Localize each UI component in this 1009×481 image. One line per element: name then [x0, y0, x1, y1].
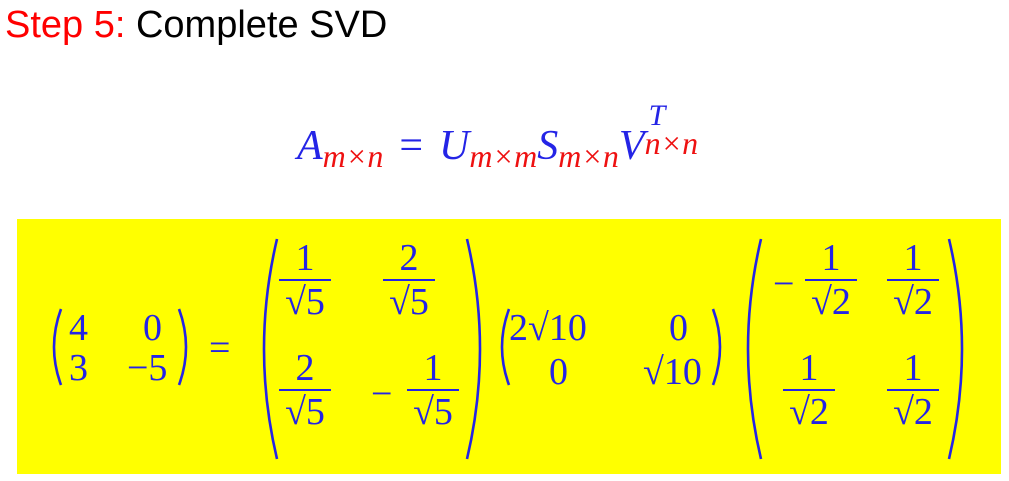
matrix-U-r2c2-den: √5	[413, 391, 453, 433]
matrix-VT-left-paren	[739, 237, 763, 461]
matrix-U-r2c2-num: 1	[423, 347, 443, 389]
matrix-U-r1c1-den: √5	[285, 281, 325, 323]
matrix-VT-r2c1	[783, 349, 835, 431]
formula-V-scripts	[644, 99, 733, 161]
formula-V-sup: T	[648, 99, 666, 132]
matrix-VT-r2c1-num: 1	[799, 347, 819, 389]
matrix-VT-r1c2	[887, 239, 939, 321]
matrix-U-r1c1	[279, 239, 331, 321]
matrix-A-right-paren	[177, 307, 193, 387]
matrix-A-r2c1: 3	[69, 347, 88, 389]
formula-S-sub: m×n	[558, 138, 619, 174]
matrix-S-r2c1: 0	[549, 351, 568, 393]
matrix-VT-r1c2-num: 1	[903, 237, 923, 279]
matrix-A-r1c1: 4	[69, 307, 88, 349]
matrix-U-r1c2-num: 2	[399, 237, 419, 279]
title-text: Complete SVD	[125, 4, 388, 46]
matrix-U-r2c1	[279, 349, 331, 431]
formula-S: S	[537, 123, 559, 169]
matrix-VT-r1c1-den: √2	[811, 281, 851, 323]
formula-A: A	[297, 123, 323, 169]
formula-U-sub: m×m	[469, 138, 538, 174]
matrix-S-r2c2: √10	[643, 351, 702, 393]
svd-result-highlight	[17, 219, 1001, 474]
formula-V-sub: n×n	[644, 125, 699, 161]
matrix-VT-r1c1-sign: −	[773, 263, 795, 305]
matrix-VT-r2c2-num: 1	[903, 347, 923, 389]
matrix-U-r1c1-num: 1	[295, 237, 315, 279]
matrix-VT-right-paren	[947, 237, 971, 461]
matrix-S-r1c2: 0	[669, 307, 688, 349]
matrix-VT-r2c2	[887, 349, 939, 431]
matrix-U-left-paren	[255, 237, 279, 461]
matrix-U-r1c2-den: √5	[389, 281, 429, 323]
formula-equals: =	[399, 123, 424, 169]
matrix-U-right-paren	[465, 237, 489, 461]
result-equals: =	[209, 327, 231, 369]
svd-general-formula	[297, 99, 733, 178]
matrix-U-r2c2	[407, 349, 459, 431]
matrix-U-r2c1-den: √5	[285, 391, 325, 433]
matrix-S-r1c1: 2√10	[509, 307, 587, 349]
slide-title	[5, 2, 387, 48]
matrix-VT-r1c1-num: 1	[821, 237, 841, 279]
matrix-A-left-paren	[47, 307, 63, 387]
matrix-VT-r1c1	[805, 239, 857, 321]
matrix-U-r2c1-num: 2	[295, 347, 315, 389]
matrix-VT-r2c2-den: √2	[893, 391, 933, 433]
formula-U: U	[439, 123, 470, 169]
matrix-VT-r1c2-den: √2	[893, 281, 933, 323]
matrix-VT-r2c1-den: √2	[789, 391, 829, 433]
matrix-A-r1c2: 0	[143, 307, 162, 349]
matrix-U-r2c2-sign: −	[371, 373, 393, 415]
matrix-U-r1c2	[383, 239, 435, 321]
title-step: Step 5:	[5, 4, 126, 46]
formula-V: V	[618, 123, 645, 169]
formula-A-sub: m×n	[322, 138, 384, 174]
matrix-A-r2c2: −5	[127, 347, 168, 389]
matrix-S-right-paren	[711, 307, 727, 387]
